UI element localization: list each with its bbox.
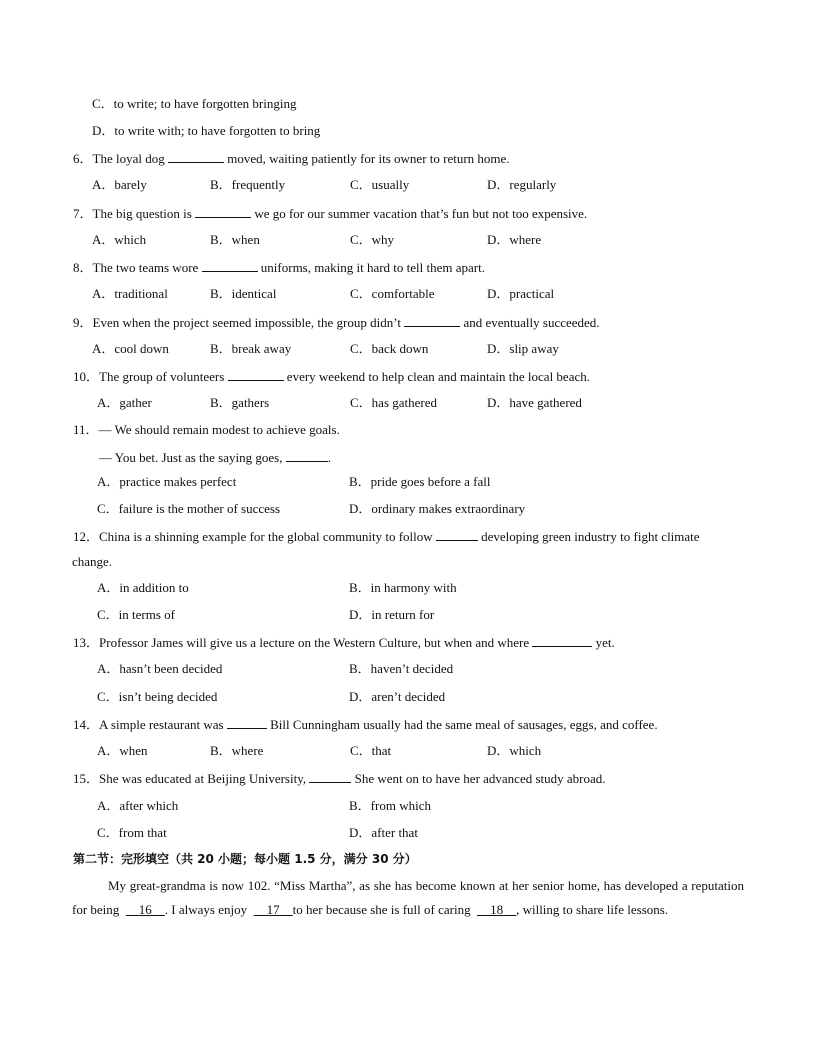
- option-b: B．in harmony with: [349, 580, 457, 595]
- option-a: A．after which: [97, 798, 179, 813]
- q4-option-c: C．to write; to have forgotten bringing: [92, 96, 297, 111]
- question-15-options-cd: [0, 825, 816, 841]
- option-b: B．identical: [210, 286, 277, 301]
- option-b: B．gathers: [210, 395, 270, 410]
- question-10-stem: 10．The group of volunteers every weekend to help clean and maintain the local beach.: [73, 369, 590, 384]
- option-b: B．pride goes before a fall: [349, 474, 491, 489]
- option-a: A．in addition to: [97, 580, 189, 595]
- option-a: A．barely: [92, 177, 147, 192]
- option-d: D．after that: [349, 825, 418, 840]
- blank-18: 18: [490, 902, 504, 917]
- question-13-stem: 13．Professor James will give us a lecture on the Western Culture, but when and where yet.: [73, 635, 615, 650]
- answer-blank: [195, 205, 251, 218]
- question-7-stem: 7．The big question is we go for our summer vacation that’s fun but not too expensive.: [73, 206, 588, 221]
- option-b: B．break away: [210, 341, 292, 356]
- option-b: B．haven’t decided: [349, 661, 454, 676]
- question-12-options-ab: [0, 580, 816, 596]
- answer-blank: [436, 528, 478, 541]
- answer-blank: [309, 770, 351, 783]
- question-14-stem: 14．A simple restaurant was Bill Cunningham usually had the same meal of sausages, eggs, and coffee.: [73, 717, 658, 732]
- option-c: C．why: [350, 232, 395, 247]
- question-8-stem: 8．The two teams wore uniforms, making it hard to tell them apart.: [73, 260, 485, 275]
- cloze-passage: My great-grandma is now 102. “Miss Martha”, as she has become known at her senior home, has developed a reputation for being 16 . I always enjoy 17 to her because she is full of caring 18 , willing to share life lessons.: [72, 878, 744, 917]
- answer-blank: [227, 716, 267, 729]
- question-8-options: [0, 286, 816, 302]
- question-11-response: — You bet. Just as the saying goes, .: [99, 450, 331, 465]
- option-d: D．practical: [487, 286, 555, 301]
- option-c: C．in terms of: [97, 607, 175, 622]
- option-b: B．frequently: [210, 177, 286, 192]
- question-6-stem: 6．The loyal dog moved, waiting patiently for its owner to return home.: [73, 151, 510, 166]
- option-a: A．practice makes perfect: [97, 474, 237, 489]
- option-b: B．from which: [349, 798, 431, 813]
- option-d: D．ordinary makes extraordinary: [349, 501, 526, 516]
- question-11-options-cd: [0, 501, 816, 517]
- question-7-options: [0, 232, 816, 248]
- section-2-heading: 第二节：完形填空（共 20 小题；每小题 1.5 分，满分 30 分）: [73, 852, 417, 866]
- question-11-stem: 11．— We should remain modest to achieve goals.: [73, 422, 340, 437]
- option-c: C．has gathered: [350, 395, 438, 410]
- option-a: A．gather: [97, 395, 152, 410]
- option-c: C．that: [350, 743, 392, 758]
- blank-16: 16: [138, 902, 152, 917]
- q4-option-d: D．to write with; to have forgotten to bring: [92, 123, 321, 138]
- option-c: C．back down: [350, 341, 429, 356]
- answer-blank: [228, 368, 284, 381]
- question-11-options-ab: [0, 474, 816, 490]
- option-d: D．regularly: [487, 177, 557, 192]
- question-9-options: [0, 341, 816, 357]
- option-b: B．where: [210, 743, 264, 758]
- option-d: D．in return for: [349, 607, 435, 622]
- option-c: C．comfortable: [350, 286, 435, 301]
- answer-blank: [202, 259, 258, 272]
- option-a: A．traditional: [92, 286, 168, 301]
- question-13-options-ab: [0, 661, 816, 677]
- question-9-stem: 9．Even when the project seemed impossible, the group didn’t and eventually succeeded.: [73, 315, 600, 330]
- option-d: D．which: [487, 743, 542, 758]
- option-c: C．isn’t being decided: [97, 689, 218, 704]
- option-d: D．have gathered: [487, 395, 582, 410]
- question-14-options: [0, 743, 816, 759]
- option-d: D．where: [487, 232, 542, 247]
- question-12-options-cd: [0, 607, 816, 623]
- option-a: A．hasn’t been decided: [97, 661, 223, 676]
- option-a: A．when: [97, 743, 148, 758]
- answer-blank: [286, 449, 328, 462]
- option-c: C．usually: [350, 177, 410, 192]
- answer-blank: [532, 634, 592, 647]
- answer-blank: [168, 150, 224, 163]
- question-12-stem: 12．China is a shinning example for the global community to follow developing green industry to fight climate: [73, 529, 700, 544]
- question-12-continuation: change.: [72, 554, 113, 569]
- question-10-options: [0, 395, 816, 411]
- option-c: C．failure is the mother of success: [97, 501, 281, 516]
- option-d: D．aren’t decided: [349, 689, 446, 704]
- option-d: D．slip away: [487, 341, 559, 356]
- option-b: B．when: [210, 232, 260, 247]
- option-a: A．cool down: [92, 341, 169, 356]
- question-6-options: [0, 177, 816, 193]
- blank-17: 17: [266, 902, 280, 917]
- question-13-options-cd: [0, 689, 816, 705]
- option-a: A．which: [92, 232, 147, 247]
- question-15-options-ab: [0, 798, 816, 814]
- answer-blank: [404, 314, 460, 327]
- option-c: C．from that: [97, 825, 167, 840]
- question-15-stem: 15．She was educated at Beijing University, She went on to have her advanced study abroad.: [73, 771, 606, 786]
